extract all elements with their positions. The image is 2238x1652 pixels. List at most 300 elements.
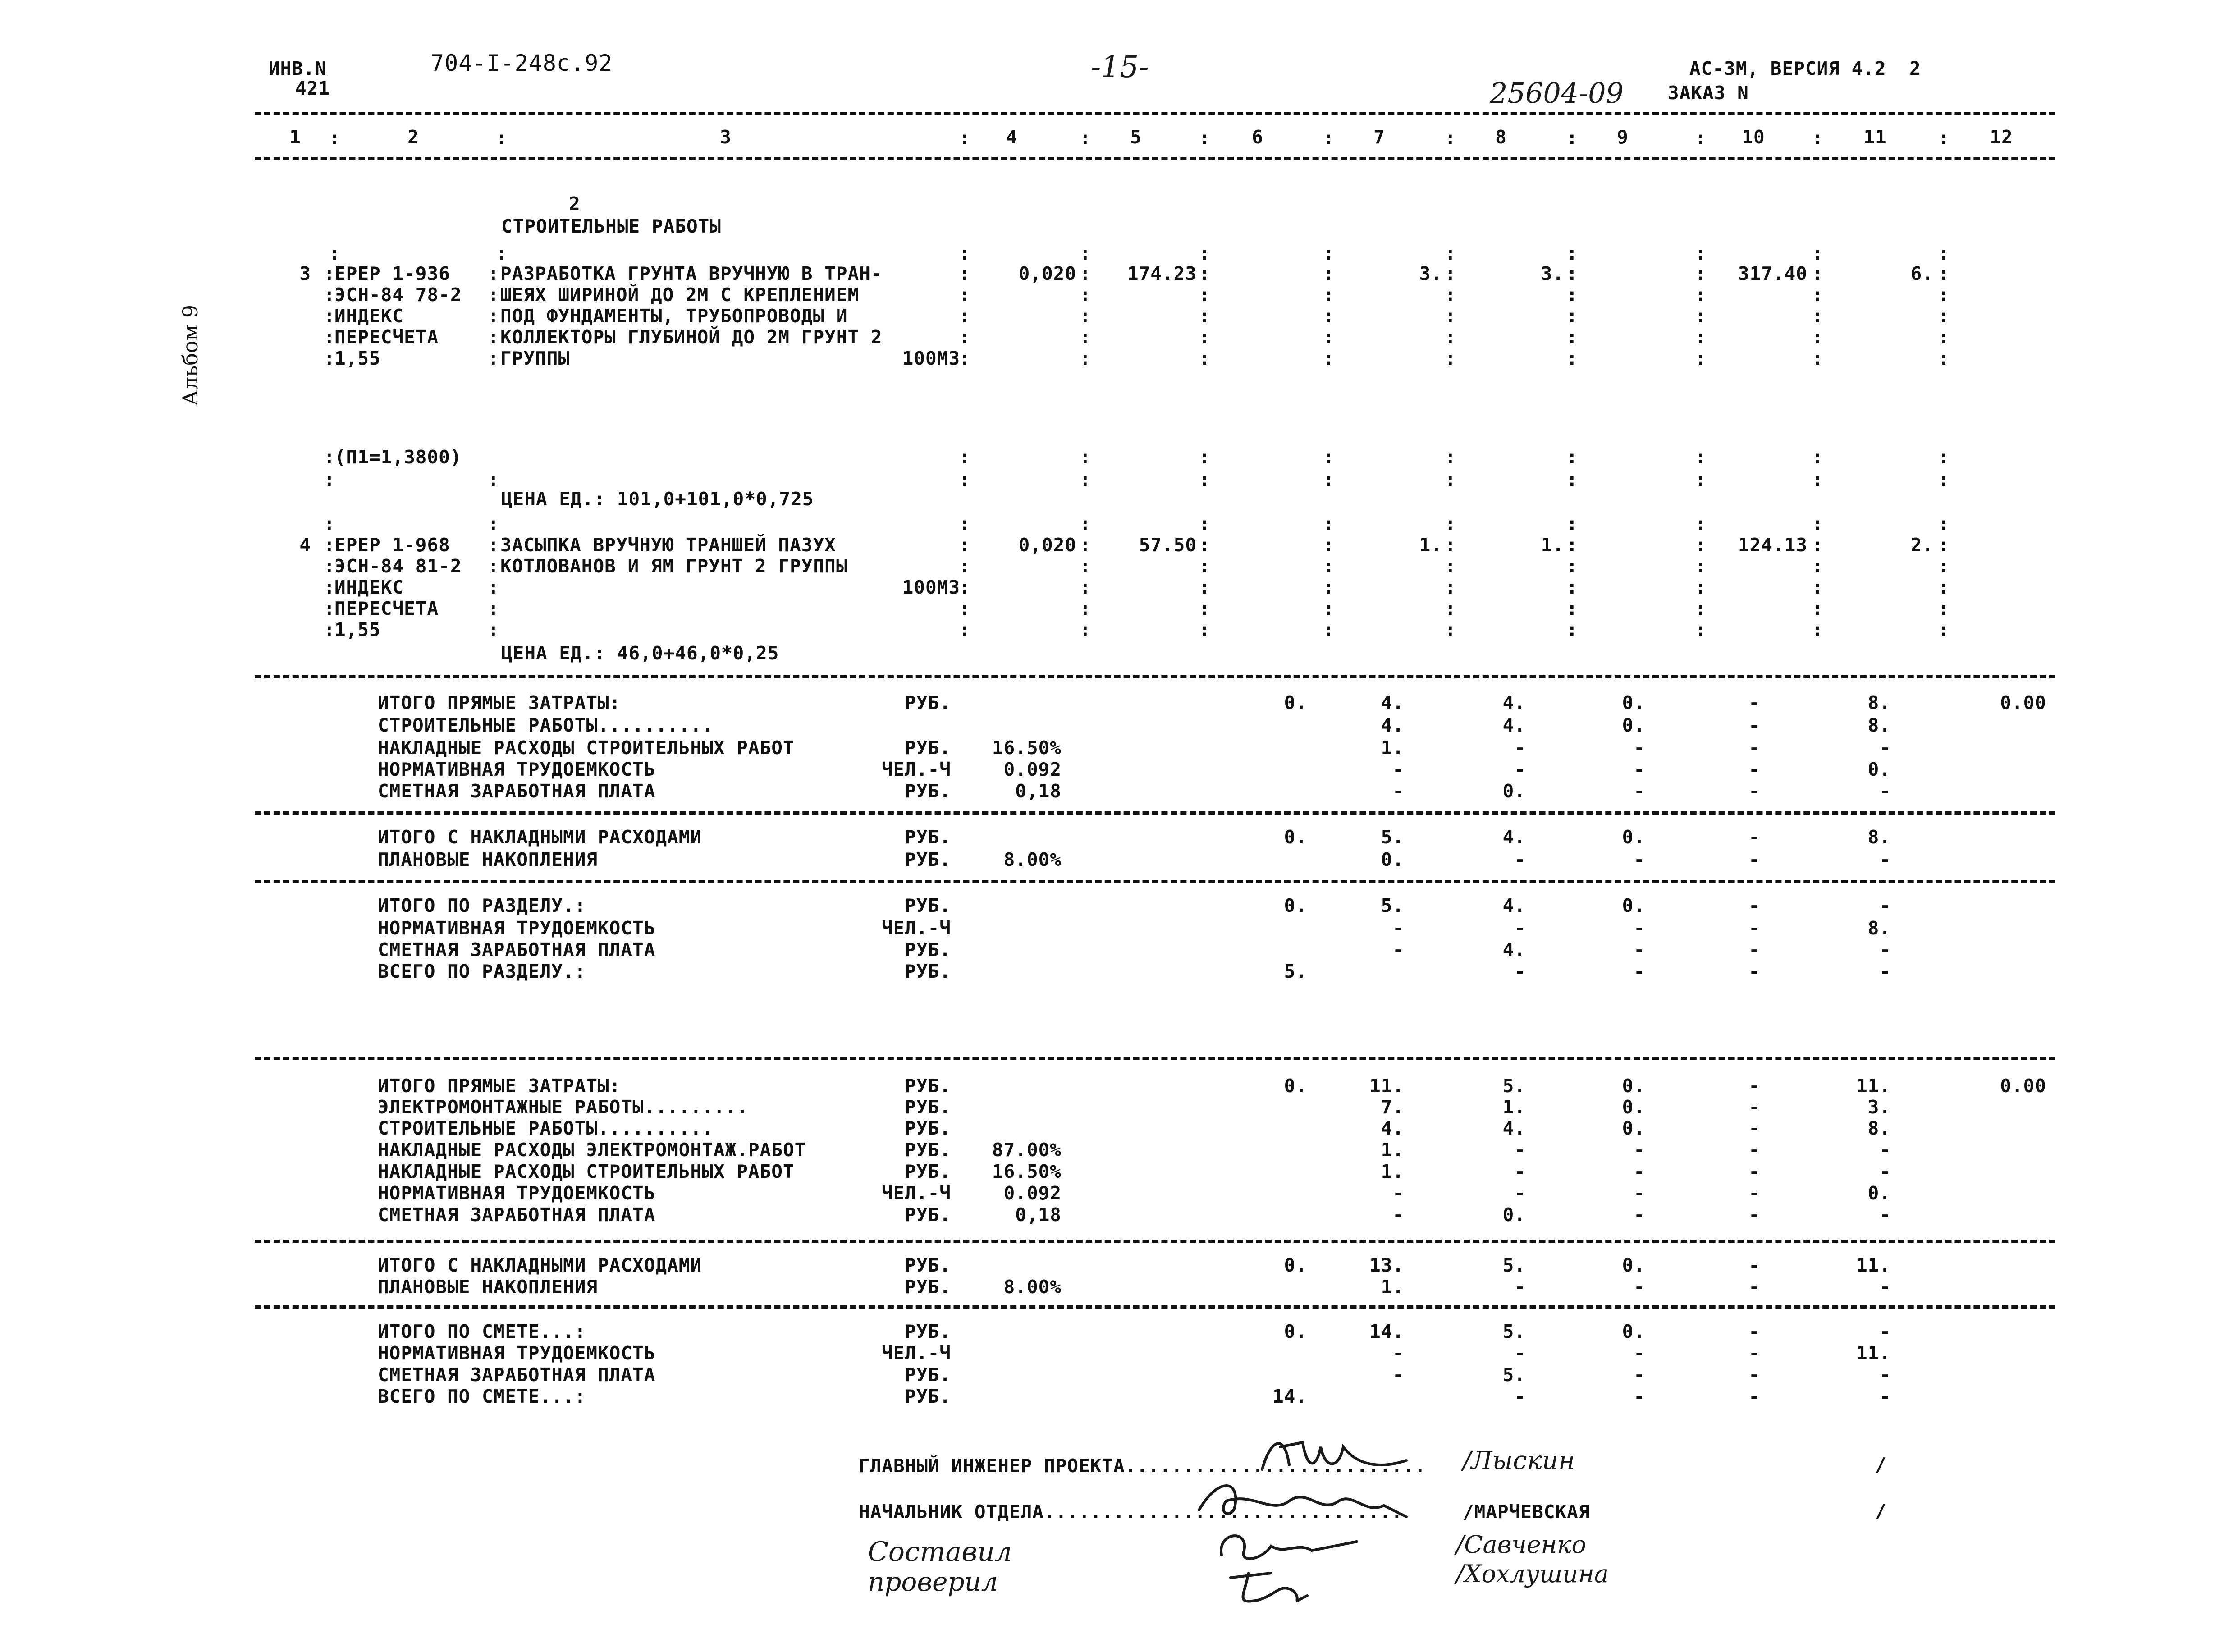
total-col11: 8. — [1867, 826, 1891, 848]
column-separator: : — [324, 469, 335, 490]
column-separator: : — [329, 127, 341, 149]
column-separator: : — [324, 577, 335, 598]
column-separator: : — [1812, 619, 1824, 641]
total-col9: - — [1634, 1364, 1645, 1386]
total-col11: - — [1879, 1276, 1891, 1298]
total-col10: - — [1748, 1321, 1760, 1342]
item-col10: 317.40 — [1738, 263, 1808, 284]
total-col10: - — [1748, 1075, 1760, 1097]
total-col8: - — [1514, 1139, 1526, 1161]
total-col11: - — [1879, 895, 1891, 916]
column-separator: : — [1080, 326, 1091, 348]
column-separator: : — [959, 305, 971, 327]
total-label: НОРМАТИВНАЯ ТРУДОЕМКОСТЬ — [378, 1182, 656, 1204]
column-separator: : — [1323, 598, 1335, 619]
total-unit: РУБ. — [905, 1204, 951, 1226]
column-separator: : — [1812, 127, 1824, 149]
item-number: 4 — [299, 534, 311, 556]
total-col7: - — [1392, 917, 1404, 939]
page-number: -15- — [1091, 50, 1149, 84]
column-separator: : — [1938, 513, 1950, 535]
column-separator: : — [1566, 348, 1578, 369]
total-col10: - — [1748, 1386, 1760, 1407]
total-col9: 0. — [1622, 1096, 1645, 1118]
total-label: СМЕТНАЯ ЗАРАБОТНАЯ ПЛАТА — [378, 1204, 656, 1226]
column-separator: : — [1080, 469, 1091, 490]
item-description: РАЗРАБОТКА ГРУНТА ВРУЧНУЮ В ТРАН- — [500, 263, 883, 284]
total-col11: 0. — [1867, 1182, 1891, 1204]
item-code: ПЕРЕСЧЕТА — [334, 326, 439, 348]
column-separator: : — [1080, 513, 1091, 535]
column-number: 5 — [1130, 126, 1142, 148]
section-rule — [255, 1057, 2055, 1060]
column-separator: : — [1199, 326, 1211, 348]
column-separator: : — [1812, 598, 1824, 619]
column-separator: : — [1812, 469, 1824, 490]
total-label: ИТОГО ПРЯМЫЕ ЗАТРАТЫ: — [378, 692, 621, 714]
total-col10: - — [1748, 939, 1760, 961]
column-separator: : — [959, 446, 971, 468]
item-code: ЭСН-84 81-2 — [334, 555, 462, 577]
total-col10: - — [1748, 1364, 1760, 1386]
item-code: ЕРЕР 1-968 — [334, 534, 450, 556]
blank-slash: / — [1875, 1454, 1887, 1475]
column-number: 6 — [1252, 126, 1263, 148]
total-unit: РУБ. — [905, 692, 951, 714]
column-separator: : — [1323, 555, 1335, 577]
total-col10: - — [1748, 895, 1760, 916]
total-col7: - — [1392, 1364, 1404, 1386]
total-col7: 1. — [1381, 1161, 1404, 1182]
total-col10: - — [1748, 1276, 1760, 1298]
total-col9: - — [1634, 1161, 1645, 1182]
item-code: 1,55 — [334, 348, 381, 369]
total-col11: 3. — [1867, 1096, 1891, 1118]
total-col7: 7. — [1381, 1096, 1404, 1118]
column-separator: : — [1323, 284, 1335, 306]
column-separator: : — [1695, 513, 1707, 535]
column-separator: : — [488, 326, 499, 348]
column-separator: : — [1812, 348, 1824, 369]
column-separator: : — [1199, 469, 1211, 490]
item-quantity: 0,020 — [1018, 534, 1076, 556]
total-col7: - — [1392, 780, 1404, 802]
total-label: СМЕТНАЯ ЗАРАБОТНАЯ ПЛАТА — [378, 780, 656, 802]
total-col8: 5. — [1502, 1321, 1526, 1342]
header-rule-top — [255, 112, 2055, 115]
total-unit: РУБ. — [905, 780, 951, 802]
column-separator: : — [1445, 555, 1456, 577]
checked-by-label: проверил — [868, 1566, 998, 1597]
total-col11: - — [1879, 849, 1891, 870]
column-number: 4 — [1006, 126, 1018, 148]
total-rate: 0,18 — [1015, 1204, 1062, 1226]
column-separator: : — [1199, 619, 1211, 641]
total-col8: - — [1514, 1182, 1526, 1204]
total-col9: - — [1634, 917, 1645, 939]
total-col11: 8. — [1867, 692, 1891, 714]
item-col11: 6. — [1910, 263, 1934, 284]
column-separator: : — [1199, 127, 1211, 149]
total-unit: РУБ. — [905, 1364, 951, 1386]
column-separator: : — [324, 513, 335, 535]
column-separator: : — [959, 598, 971, 619]
total-col9: - — [1634, 1342, 1645, 1364]
column-separator: : — [959, 469, 971, 490]
column-separator: : — [1323, 446, 1335, 468]
column-separator: : — [1566, 263, 1578, 284]
total-col10: - — [1748, 1117, 1760, 1139]
column-separator: : — [959, 263, 971, 284]
total-col9: - — [1634, 961, 1645, 982]
column-separator: : — [1445, 263, 1456, 284]
column-separator: : — [1323, 348, 1335, 369]
column-separator: : — [1566, 326, 1578, 348]
total-col8: 5. — [1502, 1075, 1526, 1097]
total-unit: РУБ. — [905, 1386, 951, 1407]
column-separator: : — [959, 577, 971, 598]
signature-department-head — [1190, 1474, 1415, 1528]
column-separator: : — [1812, 534, 1824, 556]
column-separator: : — [1812, 446, 1824, 468]
total-label: ИТОГО ПО РАЗДЕЛУ.: — [378, 895, 586, 916]
total-col8: - — [1514, 1342, 1526, 1364]
total-col7: 11. — [1369, 1075, 1404, 1097]
column-separator: : — [1199, 243, 1211, 264]
total-col11: - — [1879, 961, 1891, 982]
total-col9: - — [1634, 1276, 1645, 1298]
order-number: 25604-09 — [1490, 77, 1624, 110]
total-col10: - — [1748, 1182, 1760, 1204]
total-col10: - — [1748, 737, 1760, 759]
column-separator: : — [1445, 348, 1456, 369]
column-separator: : — [329, 243, 341, 264]
column-separator: : — [1566, 305, 1578, 327]
total-col8: - — [1514, 1276, 1526, 1298]
total-col11: 11. — [1856, 1254, 1891, 1276]
column-separator: : — [1323, 243, 1335, 264]
total-label: ИТОГО С НАКЛАДНЫМИ РАСХОДАМИ — [378, 1254, 702, 1276]
item-unit-price: 57.50 — [1139, 534, 1197, 556]
total-col8: 4. — [1502, 692, 1526, 714]
total-col10: - — [1748, 1204, 1760, 1226]
column-separator: : — [1445, 598, 1456, 619]
item-price-formula: ЦЕНА ЕД.: 101,0+101,0*0,725 — [501, 488, 814, 510]
total-col10: - — [1748, 780, 1760, 802]
total-label: СМЕТНАЯ ЗАРАБОТНАЯ ПЛАТА — [378, 939, 656, 961]
total-col9: - — [1634, 1182, 1645, 1204]
total-unit: РУБ. — [905, 961, 951, 982]
inventory-number: 421 — [295, 78, 330, 99]
column-separator: : — [1445, 577, 1456, 598]
item-code: ИНДЕКС — [334, 305, 404, 327]
section-rule — [255, 880, 2055, 883]
order-label: ЗАКАЗ N — [1668, 82, 1749, 104]
total-col11: - — [1879, 1161, 1891, 1182]
total-rate: 16.50% — [992, 1161, 1062, 1182]
total-col10: - — [1748, 917, 1760, 939]
column-separator: : — [1938, 326, 1950, 348]
total-col11: - — [1879, 780, 1891, 802]
column-separator: : — [1938, 127, 1950, 149]
total-unit: ЧЕЛ.-Ч — [881, 917, 951, 939]
column-separator: : — [1938, 305, 1950, 327]
column-separator: : — [1199, 446, 1211, 468]
total-label: НОРМАТИВНАЯ ТРУДОЕМКОСТЬ — [378, 759, 656, 780]
total-col10: - — [1748, 1254, 1760, 1276]
column-separator: : — [959, 555, 971, 577]
column-separator: : — [1080, 555, 1091, 577]
total-unit: РУБ. — [905, 737, 951, 759]
total-col7: 4. — [1381, 714, 1404, 736]
total-col7: 1. — [1381, 737, 1404, 759]
total-col8: - — [1514, 759, 1526, 780]
total-col7: - — [1392, 1204, 1404, 1226]
total-col8: 0. — [1502, 1204, 1526, 1226]
column-separator: : — [1566, 577, 1578, 598]
software-version: АС-3М, ВЕРСИЯ 4.2 2 — [1689, 58, 1921, 79]
total-col8: 5. — [1502, 1364, 1526, 1386]
column-separator: : — [1566, 555, 1578, 577]
item-description: КОТЛОВАНОВ И ЯМ ГРУНТ 2 ГРУППЫ — [500, 555, 848, 577]
column-separator: : — [1566, 243, 1578, 264]
inventory-label: ИНВ.N — [269, 58, 327, 79]
total-col10: - — [1748, 1161, 1760, 1182]
total-unit: ЧЕЛ.-Ч — [881, 1182, 951, 1204]
total-col7: - — [1392, 759, 1404, 780]
column-separator: : — [959, 619, 971, 641]
total-col11: - — [1879, 1364, 1891, 1386]
section-rule — [255, 675, 2055, 678]
column-separator: : — [1080, 305, 1091, 327]
total-unit: РУБ. — [905, 1321, 951, 1342]
total-unit: РУБ. — [905, 1096, 951, 1118]
column-separator: : — [1199, 598, 1211, 619]
column-separator: : — [1080, 127, 1091, 149]
column-separator: : — [488, 469, 499, 490]
column-separator: : — [1695, 243, 1707, 264]
signature-checked — [1217, 1560, 1316, 1609]
column-separator: : — [1812, 284, 1824, 306]
signature-chief-engineer — [1253, 1429, 1415, 1478]
column-separator: : — [488, 305, 499, 327]
total-unit: РУБ. — [905, 895, 951, 916]
chief-engineer-name: /Лыскин — [1463, 1446, 1575, 1475]
total-col9: - — [1634, 1386, 1645, 1407]
total-col8: - — [1514, 961, 1526, 982]
column-separator: : — [1566, 513, 1578, 535]
column-separator: : — [1323, 263, 1335, 284]
column-separator: : — [496, 127, 508, 149]
column-separator: : — [1199, 263, 1211, 284]
column-separator: : — [1445, 534, 1456, 556]
item-code: 1,55 — [334, 619, 381, 641]
column-separator: : — [1566, 619, 1578, 641]
total-col7: 5. — [1381, 895, 1404, 916]
total-col8: 4. — [1502, 826, 1526, 848]
column-separator: : — [1080, 598, 1091, 619]
total-col11: 0. — [1867, 759, 1891, 780]
total-col9: 0. — [1622, 1321, 1645, 1342]
total-col12: 0.00 — [2000, 1075, 2046, 1097]
column-number: 3 — [720, 126, 732, 148]
total-unit: РУБ. — [905, 1161, 951, 1182]
item-code: ИНДЕКС — [334, 577, 404, 598]
column-separator: : — [1080, 534, 1091, 556]
item-description: ШЕЯХ ШИРИНОЙ ДО 2М С КРЕПЛЕНИЕМ — [500, 284, 860, 306]
total-col12: 0.00 — [2000, 692, 2046, 714]
total-col10: - — [1748, 759, 1760, 780]
document-code: 704-I-248c.92 — [430, 50, 613, 76]
column-separator: : — [1695, 446, 1707, 468]
column-separator: : — [324, 555, 335, 577]
column-separator: : — [1445, 305, 1456, 327]
total-col6: 14. — [1272, 1386, 1307, 1407]
column-separator: : — [1199, 348, 1211, 369]
department-head-name: /МАРЧЕВСКАЯ — [1463, 1501, 1590, 1523]
section-rule — [255, 1240, 2055, 1243]
column-number: 11 — [1863, 126, 1887, 148]
column-separator: : — [1323, 513, 1335, 535]
item-col10: 124.13 — [1738, 534, 1808, 556]
item-col7: 3. — [1419, 263, 1442, 284]
total-label: ВСЕГО ПО РАЗДЕЛУ.: — [378, 961, 586, 982]
section-number: 2 — [569, 193, 581, 215]
item-coefficient: (П1=1,3800) — [334, 446, 462, 468]
column-separator: : — [324, 263, 335, 284]
total-col10: - — [1748, 692, 1760, 714]
column-separator: : — [1445, 127, 1456, 149]
total-col8: 5. — [1502, 1254, 1526, 1276]
total-col9: 0. — [1622, 1075, 1645, 1097]
total-col10: - — [1748, 714, 1760, 736]
column-separator: : — [1938, 446, 1950, 468]
total-col6: 0. — [1284, 692, 1307, 714]
total-unit: РУБ. — [905, 1254, 951, 1276]
total-col7: - — [1392, 939, 1404, 961]
column-separator: : — [1323, 469, 1335, 490]
column-separator: : — [1938, 534, 1950, 556]
column-separator: : — [959, 326, 971, 348]
total-col8: 4. — [1502, 714, 1526, 736]
total-rate: 0.092 — [1003, 759, 1062, 780]
column-separator: : — [488, 555, 499, 577]
total-col6: 5. — [1284, 961, 1307, 982]
total-unit: РУБ. — [905, 1139, 951, 1161]
column-separator: : — [324, 534, 335, 556]
total-col8: - — [1514, 1386, 1526, 1407]
total-col6: 0. — [1284, 1075, 1307, 1097]
total-label: ПЛАНОВЫЕ НАКОПЛЕНИЯ — [378, 849, 598, 870]
total-col11: 8. — [1867, 917, 1891, 939]
total-col6: 0. — [1284, 895, 1307, 916]
total-col10: - — [1748, 961, 1760, 982]
column-separator: : — [1695, 305, 1707, 327]
column-separator: : — [1566, 446, 1578, 468]
column-separator: : — [1812, 243, 1824, 264]
column-separator: : — [1080, 263, 1091, 284]
total-col8: 4. — [1502, 939, 1526, 961]
total-col7: - — [1392, 1182, 1404, 1204]
column-separator: : — [1566, 598, 1578, 619]
column-separator: : — [1323, 127, 1335, 149]
column-separator: : — [1323, 534, 1335, 556]
item-unit: 100М3 — [902, 577, 960, 598]
total-label: ИТОГО С НАКЛАДНЫМИ РАСХОДАМИ — [378, 826, 702, 848]
total-col8: 4. — [1502, 1117, 1526, 1139]
total-label: НАКЛАДНЫЕ РАСХОДЫ СТРОИТЕЛЬНЫХ РАБОТ — [378, 737, 795, 759]
column-separator: : — [1323, 619, 1335, 641]
item-description: КОЛЛЕКТОРЫ ГЛУБИНОЙ ДО 2М ГРУНТ 2 — [500, 326, 883, 348]
total-col11: - — [1879, 939, 1891, 961]
column-separator: : — [959, 127, 971, 149]
column-separator: : — [1938, 598, 1950, 619]
column-separator: : — [1199, 284, 1211, 306]
total-col10: - — [1748, 826, 1760, 848]
column-separator: : — [1566, 469, 1578, 490]
total-col9: 0. — [1622, 895, 1645, 916]
column-separator: : — [959, 243, 971, 264]
column-separator: : — [1323, 305, 1335, 327]
column-separator: : — [1445, 243, 1456, 264]
total-col6: 0. — [1284, 826, 1307, 848]
total-label: ЭЛЕКТРОМОНТАЖНЫЕ РАБОТЫ......... — [378, 1096, 748, 1118]
item-price-formula: ЦЕНА ЕД.: 46,0+46,0*0,25 — [501, 642, 779, 664]
total-col10: - — [1748, 1139, 1760, 1161]
column-separator: : — [1566, 127, 1578, 149]
total-rate: 0,18 — [1015, 780, 1062, 802]
total-col11: - — [1879, 1204, 1891, 1226]
column-number: 7 — [1373, 126, 1385, 148]
total-label: НАКЛАДНЫЕ РАСХОДЫ ЭЛЕКТРОМОНТАЖ.РАБОТ — [378, 1139, 806, 1161]
column-separator: : — [1080, 619, 1091, 641]
total-col11: 8. — [1867, 714, 1891, 736]
total-unit: РУБ. — [905, 826, 951, 848]
section-rule — [255, 1305, 2055, 1309]
total-col11: 11. — [1856, 1075, 1891, 1097]
total-col7: - — [1392, 1342, 1404, 1364]
column-number: 8 — [1495, 126, 1507, 148]
total-col8: - — [1514, 849, 1526, 870]
total-label: СТРОИТЕЛЬНЫЕ РАБОТЫ.......... — [378, 1117, 714, 1139]
total-unit: РУБ. — [905, 849, 951, 870]
column-separator: : — [1938, 243, 1950, 264]
column-separator: : — [1938, 263, 1950, 284]
total-col9: - — [1634, 780, 1645, 802]
item-col11: 2. — [1910, 534, 1934, 556]
column-separator: : — [324, 305, 335, 327]
item-col8: 3. — [1541, 263, 1564, 284]
chief-engineer-label: ГЛАВНЫЙ ИНЖЕНЕР ПРОЕКТА.......................... — [859, 1455, 1426, 1477]
total-col8: 4. — [1502, 895, 1526, 916]
column-separator: : — [1566, 284, 1578, 306]
total-col11: - — [1879, 737, 1891, 759]
total-col9: 0. — [1622, 1117, 1645, 1139]
compiled-by-name: /Савченко — [1456, 1530, 1587, 1559]
item-col7: 1. — [1419, 534, 1442, 556]
item-unit-price: 174.23 — [1127, 263, 1197, 284]
column-separator: : — [1323, 326, 1335, 348]
total-rate: 8.00% — [1003, 849, 1062, 870]
column-separator: : — [1080, 348, 1091, 369]
total-rate: 0.092 — [1003, 1182, 1062, 1204]
column-separator: : — [488, 619, 499, 641]
total-col9: - — [1634, 759, 1645, 780]
checked-by-name: /Хохлушина — [1456, 1560, 1609, 1588]
item-description: ПОД ФУНДАМЕНТЫ, ТРУБОПРОВОДЫ И — [500, 305, 848, 327]
column-separator: : — [324, 619, 335, 641]
total-col8: 1. — [1502, 1096, 1526, 1118]
